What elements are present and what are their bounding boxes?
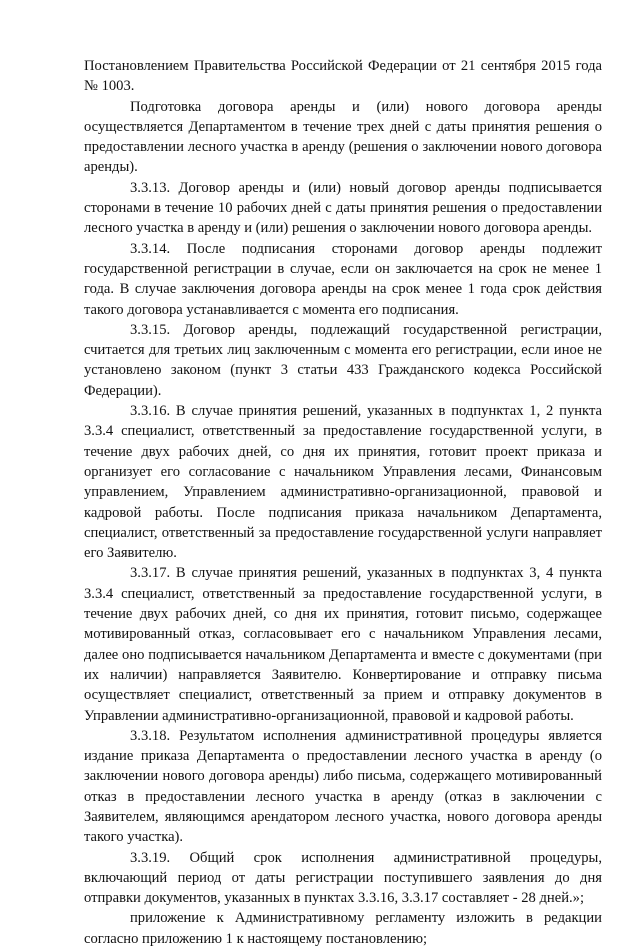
paragraph-3-3-18: 3.3.18. Результатом исполнения административной процедуры является издание приказа Департамента о предоставлении лесного участка в аренду (о заключении нового договора аренды) либо письма, содержащего мотивированный отказ в предоставлении лесного участка в аренду (отказ в заключении с Заявителем, являющимся арендатором лесного участка, нового договора аренды такого участка).: [84, 727, 602, 846]
paragraph-3-3-17: 3.3.17. В случае принятия решений, указанных в подпунктах 3, 4 пункта 3.3.4 специалист, ответственный за предоставление государственной услуги, в течение двух рабочих дней, со дня их принятия, готовит письмо, содержащее мотивированный отказ, согласовывает его с начальником Управления лесами, далее оно подписывается начальником Департамента и вместе с документами (при их наличии) направляется Заявителю. Конвертирование и отправку письма осуществляет специалист, ответственный за прием и отправку документов в Управлении административно-организационной, правовой и кадровой работы.: [84, 565, 602, 724]
document-page: [84, 56, 602, 949]
paragraph-3-3-16: 3.3.16. В случае принятия решений, указанных в подпунктах 1, 2 пункта 3.3.4 специалист, ответственный за предоставление государственной услуги, в течение двух рабочих дней, со дня их принятия, готовит проект приказа и организует его согласование с начальником Управления лесами, Финансовым управлением, Управлением административно-организационной, правовой и кадровой работы. После подписания приказа начальником Департамента, специалист, ответственный за предоставление государственной услуги направляет его Заявителю.: [84, 403, 602, 562]
paragraph-3-3-15: 3.3.15. Договор аренды, подлежащий государственной регистрации, считается для третьих лиц заключенным с момента его регистрации, если иное не установлено законом (пункт 3 статьи 433 Гражданского кодекса Российской Федерации).: [84, 321, 602, 399]
paragraph-appendix: приложение к Административному регламенту изложить в редакции согласно приложению 1 к настоящему постановлению;: [84, 910, 602, 947]
paragraph-continuation: Постановлением Правительства Российской Федерации от 21 сентября 2015 года № 1003.: [84, 58, 602, 95]
paragraph-3-3-19: 3.3.19. Общий срок исполнения административной процедуры, включающий период от даты регистрации поступившего заявления до дня отправки документов, указанных в пунктах 3.3.16, 3.3.17 составляет - 28 дней.»;: [84, 849, 602, 907]
paragraph-contract-preparation: Подготовка договора аренды и (или) нового договора аренды осуществляется Департаментом в течение трех дней с даты принятия решения о предоставлении лесного участка в аренду (решения о заключении нового договора аренды).: [84, 98, 602, 176]
paragraph-3-3-14: 3.3.14. После подписания сторонами договор аренды подлежит государственной регистрации в случае, если он заключается на срок не менее 1 года. В случае заключения договора аренды на срок менее 1 года срок действия такого договора устанавливается с момента его подписания.: [84, 240, 602, 318]
paragraph-3-3-13: 3.3.13. Договор аренды и (или) новый договор аренды подписывается сторонами в течение 10 рабочих дней с даты принятия решения о предоставлении лесного участка в аренду и (или) решения о заключении нового договора аренды.: [84, 179, 602, 237]
